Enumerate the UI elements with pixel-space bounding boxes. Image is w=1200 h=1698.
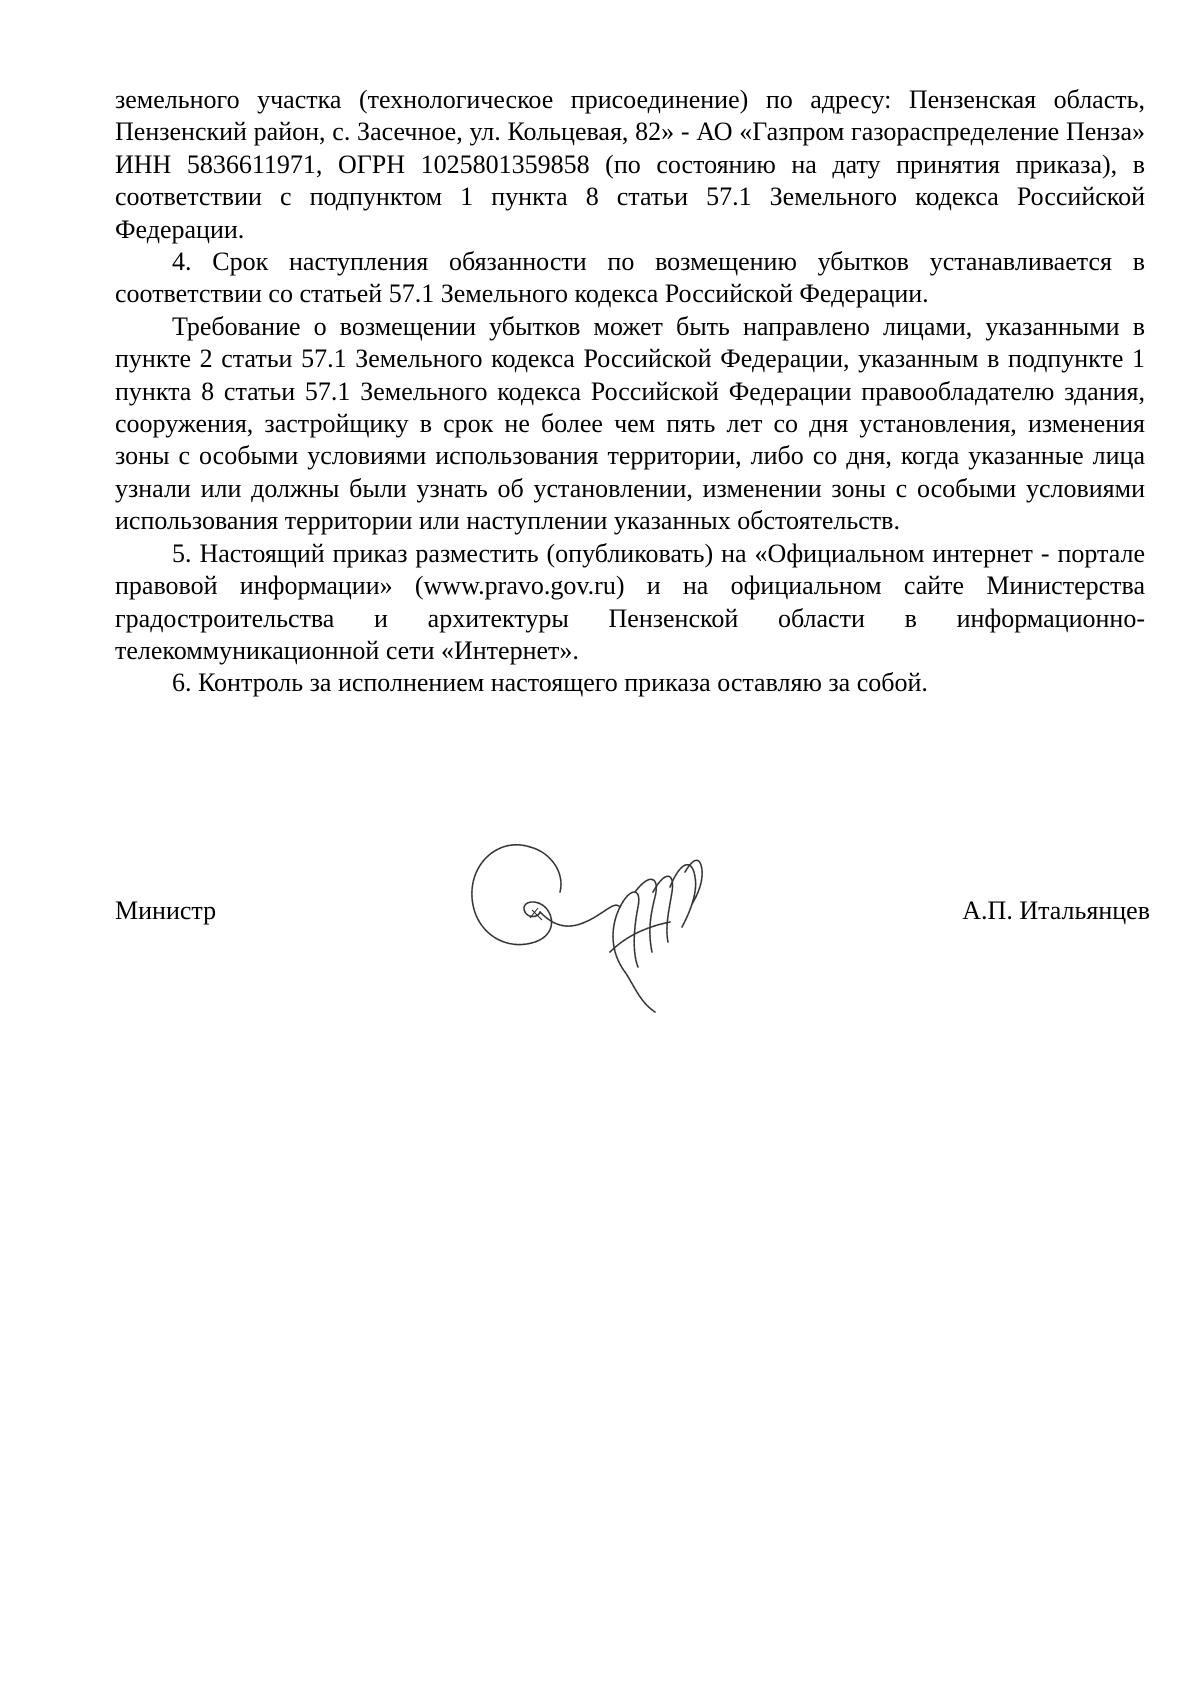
- signer-position: Министр: [115, 896, 217, 925]
- paragraph-item-5: 5. Настоящий приказ разместить (опубликовать) на «Официальном интернет - портале правовой информации» (www.pravo.gov.ru) и на официальном сайте Министерства градостроительства и архитектуры Пензенской области в информационно-телекоммуникационной сети «Интернет».: [115, 538, 1145, 665]
- paragraph-damages-requirement: Требование о возмещении убытков может быть направлено лицами, указанными в пункте 2 статьи 57.1 Земельного кодекса Российской Федерации, указанным в подпункте 1 пункта 8 статьи 57.1 Земельного кодекса Российской Федерации правообладателю здания, сооружения, застройщику в срок не более чем пять лет со дня установления, изменения зоны с особыми условиями использования территории, либо со дня, когда указанные лица узнали или должны были узнать об установлении, изменении зоны с особыми условиями использования территории или наступлении указанных обстоятельств.: [115, 311, 1145, 536]
- paragraph-item-4: 4. Срок наступления обязанности по возмещению убытков устанавливается в соответствии со статьей 57.1 Земельного кодекса Российской Федерации.: [115, 247, 1145, 309]
- paragraph-continuation: земельного участка (технологическое присоединение) по адресу: Пензенская область, Пензенский район, с. Засечное, ул. Кольцевая, 82» - АО «Газпром газораспределение Пенза» ИНН 5836611971, ОГРН 1025801359858 (по состоянию на дату принятия приказа), в соответствии с подпунктом 1 пункта 8 статьи 57.1 Земельного кодекса Российской Федерации.: [115, 85, 1145, 244]
- handwritten-signature-icon: [460, 832, 730, 1017]
- paragraph-item-6: 6. Контроль за исполнением настоящего приказа оставляю за собой.: [172, 668, 928, 698]
- document-body: [115, 84, 1145, 700]
- signer-name: А.П. Итальянцев: [962, 896, 1150, 925]
